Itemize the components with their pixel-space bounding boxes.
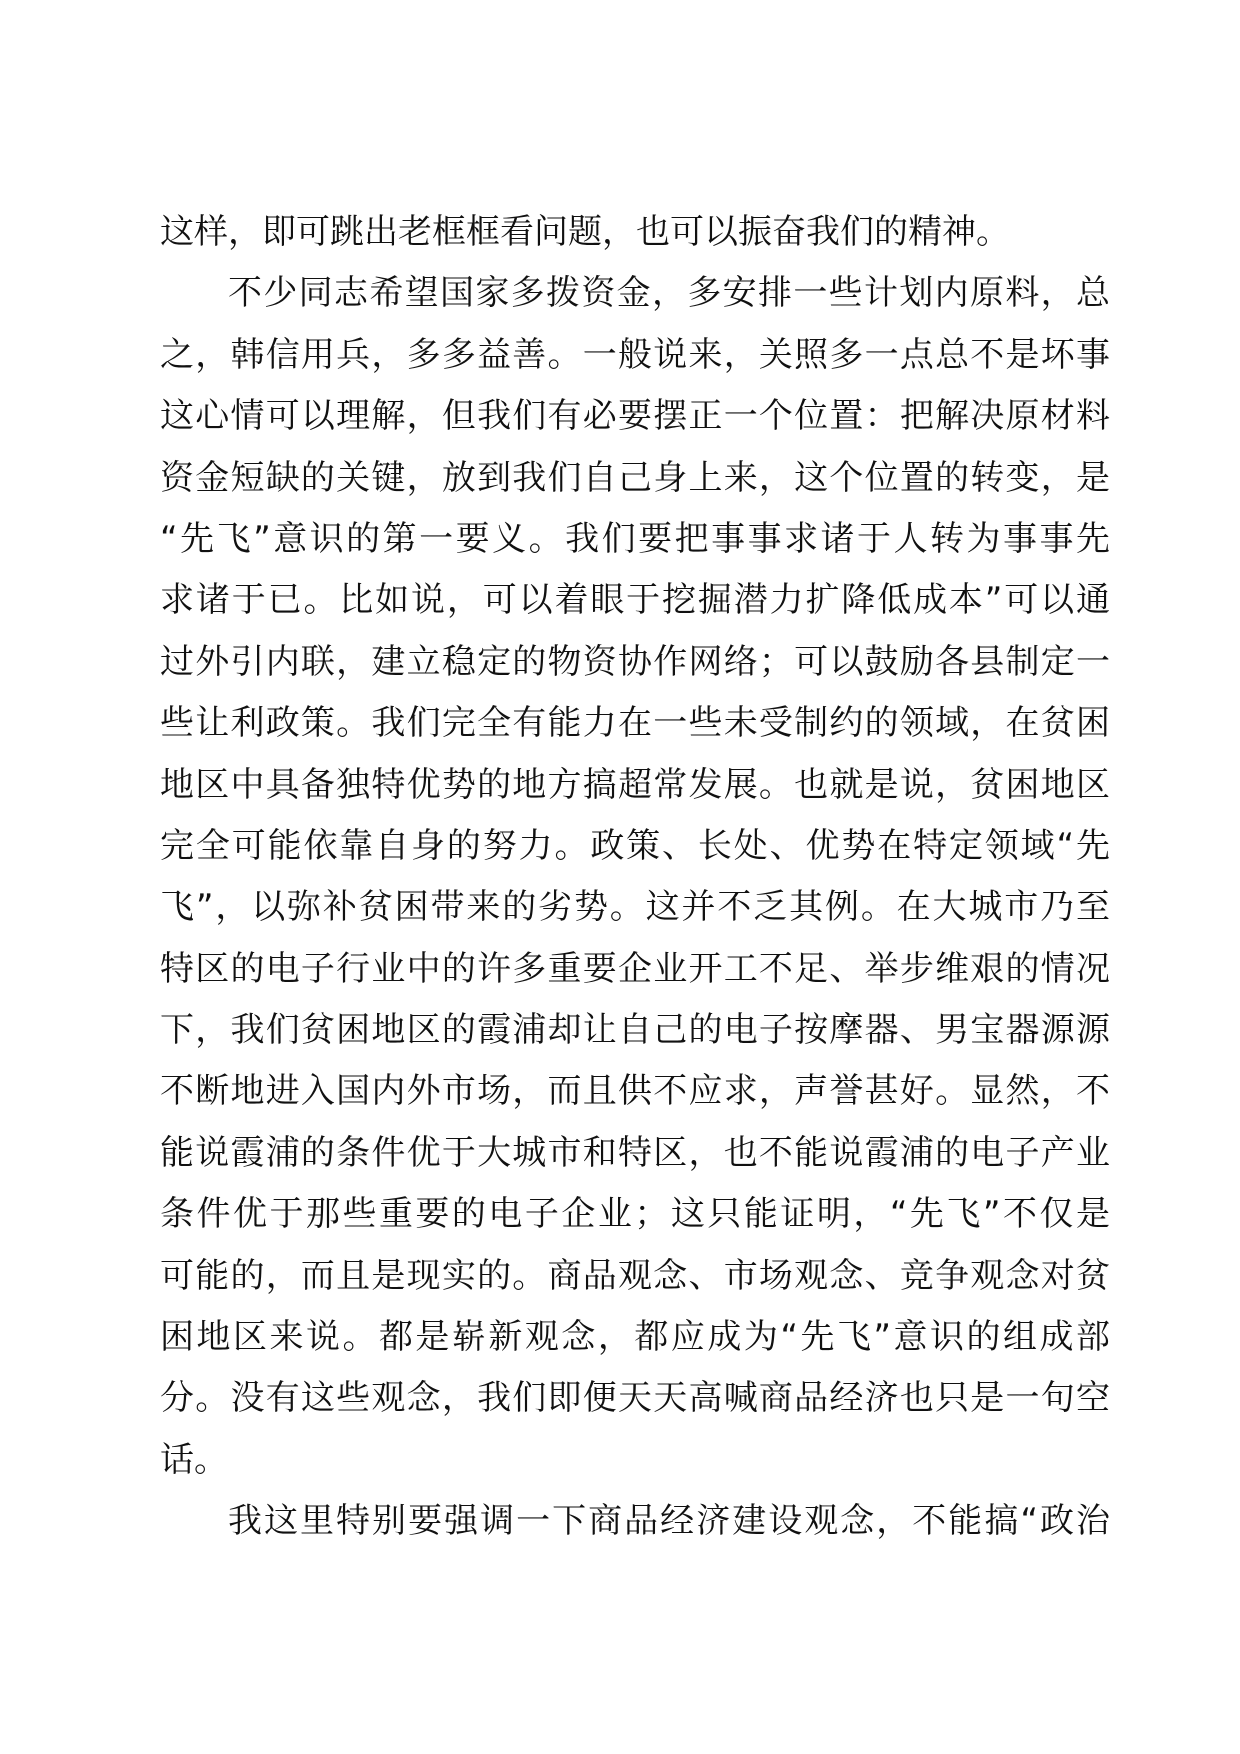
text-line: 这心情可以理解，但我们有必要摆正一个位置：把解决原材料: [160, 396, 1110, 437]
text-line: 可能的，而且是现实的。商品观念、市场观念、竞争观念对贫: [160, 1255, 1110, 1296]
text-line: 困地区来说。都是崭新观念，都应成为“先飞”意识的组成部: [160, 1317, 1110, 1358]
text-line: “先飞”意识的第一要义。我们要把事事求诸于人转为事事先: [160, 518, 1110, 559]
body-text: [160, 202, 1110, 1553]
text-line: 下，我们贫困地区的霞浦却让自己的电子按摩器、男宝器源源: [160, 1010, 1110, 1051]
text-line: 地区中具备独特优势的地方搞超常发展。也就是说，贫困地区: [160, 764, 1110, 805]
text-line: 条件优于那些重要的电子企业；这只能证明，“先飞”不仅是: [160, 1194, 1110, 1235]
text-line: 这样，即可跳出老框框看问题，也可以振奋我们的精神。: [160, 212, 1010, 252]
text-line: 分。没有这些观念，我们即便天天高喊商品经济也只是一句空: [160, 1378, 1110, 1419]
text-line: 话。: [160, 1439, 228, 1480]
text-line: 不少同志希望国家多拨资金，多安排一些计划内原料，总: [228, 273, 1110, 314]
text-line: 飞”，以弥补贫困带来的劣势。这并不乏其例。在大城市乃至: [160, 887, 1110, 928]
text-line: 过外引内联，建立稳定的物资协作网络；可以鼓励各县制定一: [160, 641, 1110, 682]
text-line: 能说霞浦的条件优于大城市和特区，也不能说霞浦的电子产业: [160, 1132, 1110, 1173]
text-line: 我这里特别要强调一下商品经济建设观念，不能搞“政治: [228, 1501, 1110, 1542]
text-line: 完全可能依靠自身的努力。政策、长处、优势在特定领域“先: [160, 825, 1110, 866]
text-line: 求诸于已。比如说，可以着眼于挖掘潜力扩降低成本”可以通: [160, 580, 1110, 621]
text-line: 之，韩信用兵，多多益善。一般说来，关照多一点总不是坏事: [160, 334, 1110, 375]
text-line: 不断地进入国内外市场，而且供不应求，声誉甚好。显然，不: [160, 1071, 1110, 1112]
text-line: 特区的电子行业中的许多重要企业开工不足、举步维艰的情况: [160, 948, 1110, 989]
text-line: 些让利政策。我们完全有能力在一些未受制约的领域，在贫困: [160, 703, 1110, 744]
text-line: 资金短缺的关键，放到我们自己身上来，这个位置的转变，是: [160, 457, 1110, 498]
